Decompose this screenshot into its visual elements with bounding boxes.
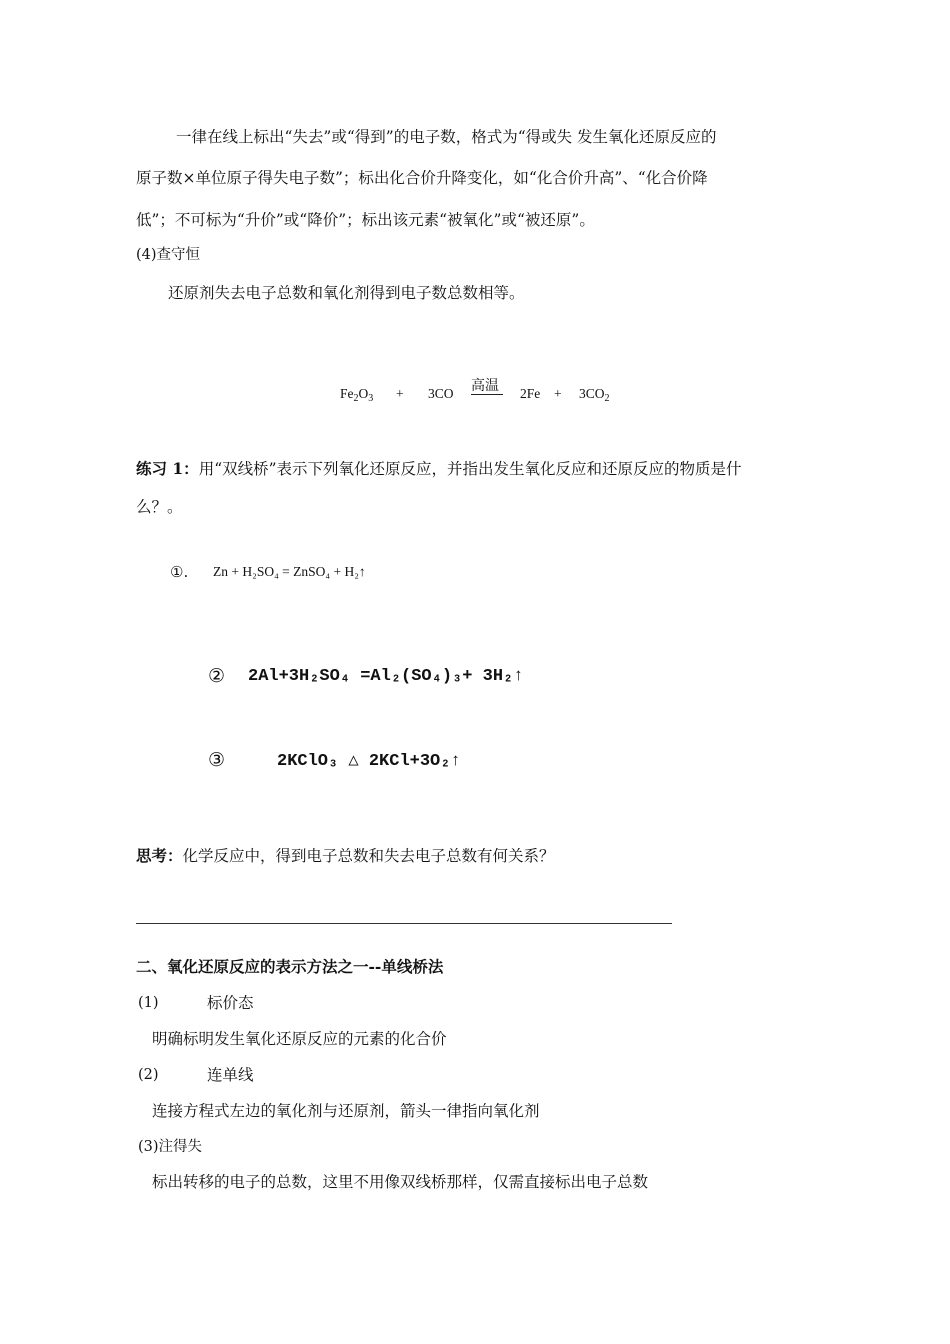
example-equation — [340, 372, 620, 408]
step-4-heading: (4)查守恒 — [136, 247, 201, 263]
think-label: 思考： — [136, 846, 183, 865]
exercise-1-prompt — [136, 459, 742, 479]
think-text: 化学反应中，得到电子总数和失去电子总数有何关系？ — [182, 847, 555, 865]
step-1-title: 标价态 — [207, 994, 254, 1012]
answer-line — [136, 923, 672, 924]
reactant-co: 3CO — [428, 386, 454, 401]
condition-high-temp: 高温 — [471, 378, 499, 394]
reactant-fe2o3: $Fe_2O_3$ — [340, 386, 374, 404]
step-1-number: (1) — [138, 995, 159, 1011]
section-2-heading: 二、氧化还原反应的表示方法之一--单线桥法 — [136, 957, 444, 976]
condition-bar — [471, 394, 503, 395]
exercise-item-3-number: ③ — [208, 749, 226, 771]
product-fe: 2Fe — [520, 386, 541, 401]
exercise-item-1-number: ①. — [170, 563, 189, 581]
exercise-item-2-equation: 2Al+3H₂SO₄ =Al₂(SO₄)₃+ 3H₂↑ — [248, 667, 524, 686]
exercise-1-label: 练习 1： — [136, 459, 199, 478]
step-3-text: 标出转移的电子的总数，这里不用像双线桥那样，仅需直接标出电子总数 — [152, 1173, 649, 1191]
paragraph-line-2: 原子数×单位原子得失电子数”；标出化合价升降变化，如“化合价升高”、“化合价降 — [136, 169, 708, 187]
step-1-text: 明确标明发生氧化还原反应的元素的化合价 — [152, 1030, 447, 1048]
exercise-item-1-equation: Zn + H₂SO₄ = ZnSO₄ + H₂↑ — [213, 564, 366, 579]
exercise-1-prompt-line-2: 么？。 — [136, 498, 183, 516]
exercise-item-3-equation: 2KClO₃ △ 2KCl+3O₂↑ — [277, 752, 461, 771]
step-2-text: 连接方程式左边的氧化剂与还原剂，箭头一律指向氧化剂 — [152, 1102, 540, 1120]
step-2-title: 连单线 — [207, 1066, 254, 1084]
plus-sign: + — [554, 386, 562, 401]
product-co2: $3CO_2$ — [579, 386, 610, 404]
step-3-heading: (3)注得失 — [138, 1139, 203, 1155]
exercise-item-2-number: ② — [208, 665, 226, 687]
think-question — [136, 846, 555, 866]
plus-sign: + — [396, 386, 404, 401]
step-2-number: (2) — [138, 1067, 159, 1083]
step-4-text: 还原剂失去电子总数和氧化剂得到电子数总数相等。 — [168, 284, 525, 302]
paragraph-line-1: 一律在线上标出“失去”或“得到”的电子数，格式为“得或失 发生氧化还原反应的 — [176, 128, 717, 146]
paragraph-line-3: 低”；不可标为“升价”或“降价”；标出该元素“被氧化”或“被还原”。 — [136, 211, 595, 229]
exercise-1-prompt-text: 用“双线桥”表示下列氧化还原反应，并指出发生氧化反应和还原反应的物质是什 — [198, 460, 742, 478]
